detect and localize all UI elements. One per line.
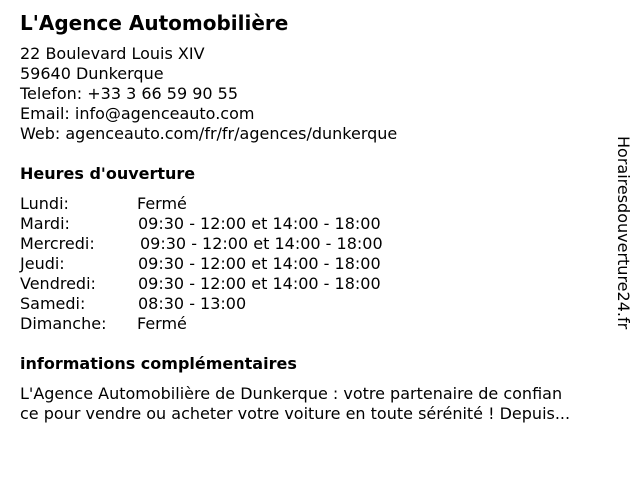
address-street: 22 Boulevard Louis XIV (20, 44, 205, 63)
hours-row-jeudi (20, 254, 440, 274)
hours-day-label: Samedi: (20, 294, 86, 313)
email-line[interactable]: Email: info@agenceauto.com (20, 104, 255, 123)
info-line: ce pour vendre ou acheter votre voiture en toute sérénité ! Depuis... (20, 404, 571, 423)
phone-line[interactable]: Telefon: +33 3 66 59 90 55 (20, 84, 239, 103)
hours-row-dimanche (20, 314, 440, 334)
hours-heading: Heures d'ouverture (20, 164, 196, 183)
web-line[interactable]: Web: agenceauto.com/fr/fr/agences/dunkerque (20, 124, 398, 143)
hours-day-label: Jeudi: (20, 254, 65, 273)
hours-day-label: Vendredi: (20, 274, 96, 293)
hours-time-value: 09:30 - 12:00 et 14:00 - 18:00 (138, 254, 381, 273)
hours-time-value: 08:30 - 13:00 (138, 294, 247, 313)
hours-time-value: 09:30 - 12:00 et 14:00 - 18:00 (138, 214, 381, 233)
info-description (20, 384, 620, 424)
address-city: 59640 Dunkerque (20, 64, 164, 83)
hours-row-mardi (20, 214, 440, 234)
hours-day-label: Mardi: (20, 214, 70, 233)
business-name: L'Agence Automobilière (20, 11, 289, 35)
hours-table (20, 194, 440, 334)
contact-block (20, 44, 397, 144)
hours-row-lundi (20, 194, 440, 214)
hours-day-label: Dimanche: (20, 314, 107, 333)
hours-row-mercredi (20, 234, 440, 254)
hours-day-label: Mercredi: (20, 234, 95, 253)
site-watermark (612, 136, 634, 346)
hours-time-value: 09:30 - 12:00 et 14:00 - 18:00 (140, 234, 383, 253)
hours-row-vendredi (20, 274, 440, 294)
hours-time-value: Fermé (137, 314, 187, 333)
hours-time-value: 09:30 - 12:00 et 14:00 - 18:00 (138, 274, 381, 293)
hours-day-label: Lundi: (20, 194, 69, 213)
info-heading: informations complémentaires (20, 354, 297, 373)
watermark-text: Horairesdouverture24.fr (614, 136, 633, 330)
info-line: L'Agence Automobilière de Dunkerque : votre partenaire de confian (20, 384, 563, 403)
hours-time-value: Fermé (137, 194, 187, 213)
hours-row-samedi (20, 294, 440, 314)
